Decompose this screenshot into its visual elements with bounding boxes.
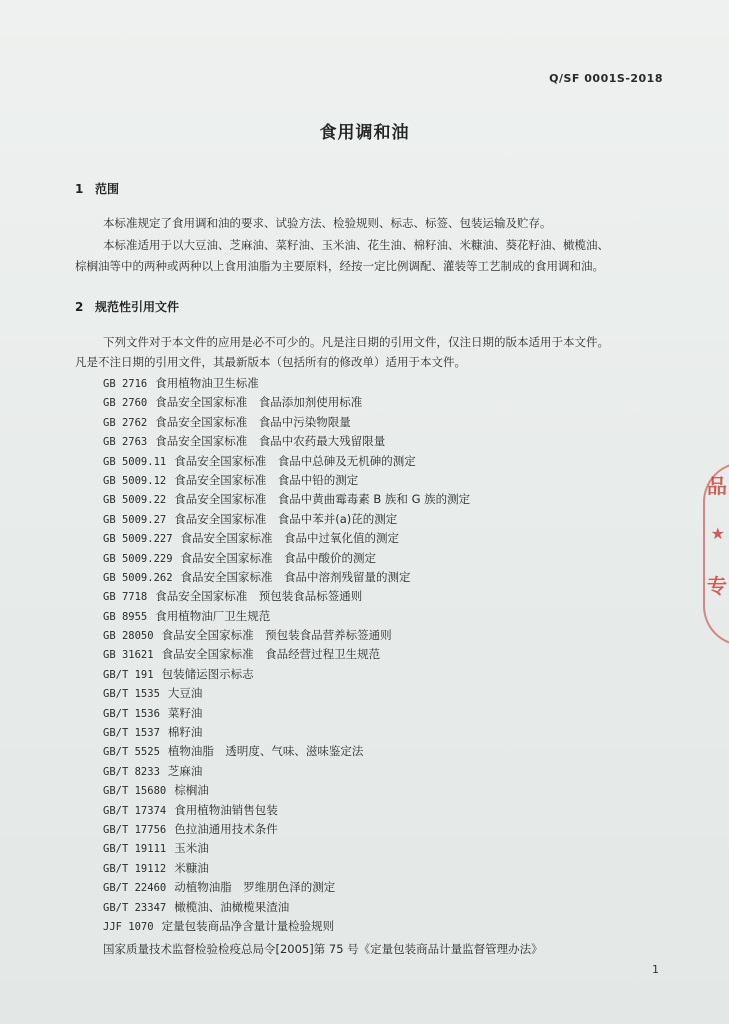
document-title: 食用调和油: [319, 123, 410, 143]
reference-item: [103, 510, 470, 529]
reference-code: GB 5009.12: [103, 474, 167, 487]
reference-item: [103, 742, 470, 761]
reference-code: GB 5009.22: [103, 494, 167, 507]
reference-title: 食品安全国家标准 食品中溶剂残留量的测定: [180, 569, 411, 584]
section-2-intro-2: 凡是不注日期的引用文件，其最新版本（包括所有的修改单）适用于本文件。: [75, 355, 466, 369]
reference-code: GB 2716: [103, 378, 148, 390]
reference-item: [103, 801, 470, 820]
reference-item: [103, 723, 470, 742]
reference-list: [103, 374, 470, 936]
reference-title: 食品安全国家标准 食品中污染物限量: [155, 414, 351, 429]
reference-code: GB/T 22460: [103, 882, 167, 895]
reference-title: 色拉油通用技术条件: [174, 821, 278, 836]
section-1-paragraph-2: 本标准适用于以大豆油、芝麻油、菜籽油、玉米油、花生油、棉籽油、米糠油、葵花籽油、橄榄油、: [103, 238, 609, 252]
section-1-paragraph-1: 本标准规定了食用调和油的要求、试验方法、检验规则、标志、标签、包装运输及贮存。: [103, 216, 552, 230]
reference-item: [103, 413, 470, 432]
reference-title: 芝麻油: [167, 763, 203, 778]
reference-item: [103, 917, 470, 936]
reference-item: [103, 665, 470, 684]
stamp-glyph-2: 专: [707, 574, 727, 598]
reference-item: [103, 452, 470, 471]
reference-title: 定量包装商品净含量计量检验规则: [161, 918, 335, 933]
reference-item: [103, 839, 470, 858]
reference-item: [103, 626, 470, 645]
reference-title: 橄榄油、油橄榄果渣油: [174, 899, 290, 914]
reference-code: GB/T 5525: [103, 746, 160, 759]
reference-code: JJF 1070: [103, 920, 154, 933]
reference-item: [103, 898, 470, 917]
reference-title: 食品安全国家标准 食品中总砷及无机砷的测定: [174, 453, 416, 468]
reference-item: [103, 549, 470, 568]
reference-code: GB/T 1537: [103, 727, 160, 740]
reference-title: 大豆油: [167, 686, 203, 701]
reference-code: GB 2763: [103, 436, 148, 449]
reference-code: GB 5009.262: [103, 571, 173, 584]
reference-item: [103, 645, 470, 664]
reference-item: [103, 684, 470, 703]
reference-item: [103, 704, 470, 723]
stamp-star-icon: ★: [710, 524, 725, 543]
reference-item: [103, 878, 470, 897]
reference-code: GB 8955: [103, 610, 148, 623]
reference-item: [103, 859, 470, 878]
reference-code: GB 2760: [103, 397, 148, 410]
reference-item: [103, 820, 470, 839]
reference-code: GB/T 17756: [103, 823, 167, 836]
reference-title: 食品安全国家标准 预包装食品标签通则: [155, 589, 363, 604]
reference-code: GB 5009.229: [103, 552, 173, 565]
section-1-number: 1: [75, 182, 84, 196]
reference-title: 食用植物油销售包装: [174, 802, 278, 817]
reference-title: 菜籽油: [167, 705, 203, 720]
reference-title: 棕榈油: [174, 783, 209, 798]
reference-title: 食品安全国家标准 食品中酸价的测定: [180, 550, 377, 565]
reference-item: [103, 393, 470, 412]
reference-title: 食品安全国家标准 食品中农药最大残留限量: [155, 434, 386, 449]
section-1-title: 范围: [95, 182, 120, 196]
page-number: 1: [652, 963, 659, 976]
reference-title: 食品安全国家标准 预包装食品营养标签通则: [161, 628, 392, 643]
reference-title: 动植物油脂 罗维朋色泽的测定: [174, 880, 336, 895]
reference-item: [103, 471, 470, 490]
reference-item: [103, 607, 470, 626]
reference-item: [103, 374, 470, 393]
reference-code: GB/T 1535: [103, 688, 160, 701]
reference-title: 食品安全国家标准 食品中铅的测定: [174, 472, 359, 487]
section-2-intro-1: 下列文件对于本文件的应用是必不可少的。凡是注日期的引用文件，仅注日期的版本适用于本文件。: [103, 335, 609, 349]
reference-item: [103, 529, 470, 548]
reference-code: GB/T 15680: [103, 785, 167, 798]
reference-title: 植物油脂 透明度、气味、滋味鉴定法: [167, 744, 364, 759]
reference-code: GB 2762: [103, 416, 148, 429]
regulation-reference: 国家质量技术监督检验检疫总局令[2005]第 75 号《定量包装商品计量监督管理办法》: [103, 942, 543, 956]
document-code: Q/SF 0001S-2018: [549, 72, 663, 85]
reference-item: [103, 587, 470, 606]
section-2-heading: [75, 298, 179, 315]
reference-code: GB/T 8233: [103, 765, 160, 778]
reference-title: 包装储运图示标志: [161, 666, 254, 681]
reference-code: GB 5009.27: [103, 513, 167, 526]
reference-code: GB 5009.11: [103, 455, 167, 468]
stamp-glyph-1: 品: [707, 474, 727, 498]
reference-title: 食品安全国家标准 食品添加剂使用标准: [155, 395, 363, 410]
reference-title: 食品安全国家标准 食品中苯并(a)芘的测定: [174, 511, 398, 526]
section-1-heading: [75, 180, 119, 197]
reference-code: GB 7718: [103, 591, 148, 604]
reference-item: [103, 781, 470, 800]
reference-code: GB 5009.227: [103, 533, 173, 546]
reference-code: GB/T 17374: [103, 804, 167, 817]
reference-title: 食品安全国家标准 食品经营过程卫生规范: [161, 647, 381, 662]
reference-title: 食品安全国家标准 食品中过氧化值的测定: [180, 531, 400, 546]
section-2-number: 2: [75, 300, 84, 314]
reference-code: GB/T 19111: [103, 843, 167, 856]
reference-title: 棉籽油: [167, 725, 203, 740]
section-1-paragraph-2-cont: 棕榈油等中的两种或两种以上食用油脂为主要原料，经按一定比例调配、灌装等工艺制成的食用调和油。: [75, 259, 604, 273]
section-2-title: 规范性引用文件: [95, 300, 180, 314]
reference-item: [103, 762, 470, 781]
reference-code: GB 31621: [103, 649, 154, 662]
reference-title: 食用植物油厂卫生规范: [155, 608, 271, 623]
reference-code: GB/T 191: [103, 668, 154, 681]
reference-code: GB/T 23347: [103, 901, 167, 914]
reference-code: GB/T 19112: [103, 862, 167, 875]
reference-title: 米糠油: [174, 860, 209, 875]
reference-code: GB/T 1536: [103, 707, 160, 720]
reference-title: 食用植物油卫生标准: [155, 376, 259, 390]
reference-title: 玉米油: [174, 841, 209, 856]
reference-item: [103, 432, 470, 451]
reference-item: [103, 490, 470, 509]
reference-code: GB 28050: [103, 630, 154, 643]
reference-item: [103, 568, 470, 587]
reference-title: 食品安全国家标准 食品中黄曲霉毒素 B 族和 G 族的测定: [174, 492, 471, 507]
